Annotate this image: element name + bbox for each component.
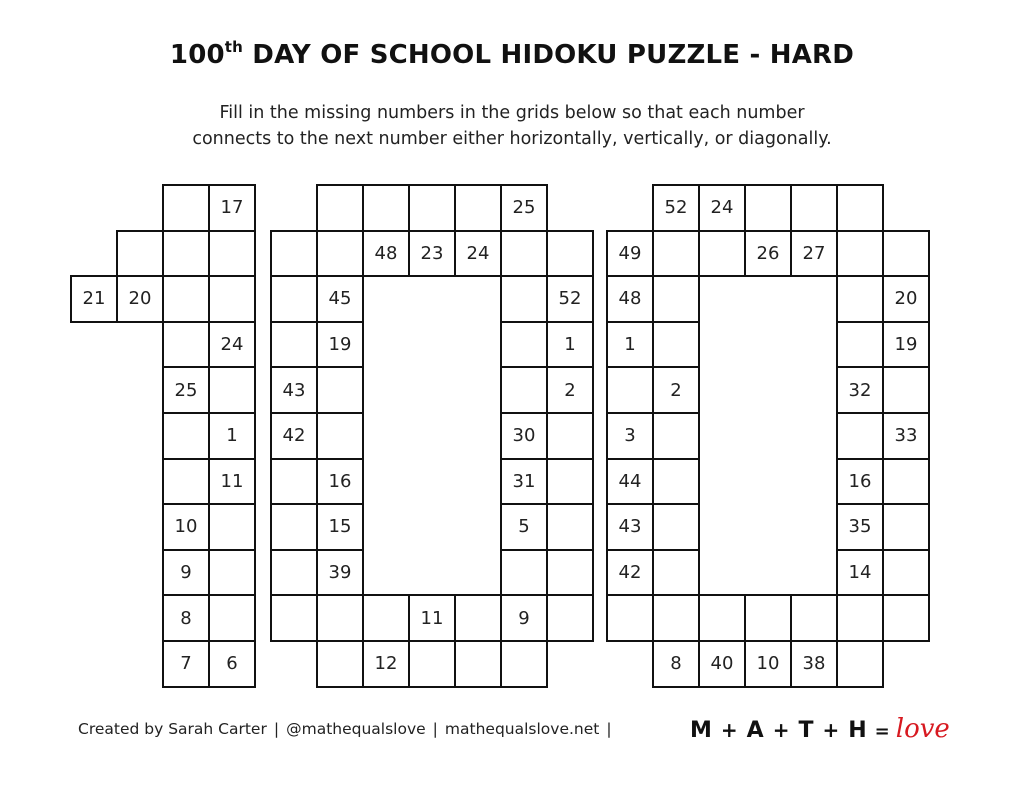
puzzle-cell[interactable] bbox=[270, 503, 318, 551]
puzzle-cell[interactable] bbox=[652, 412, 700, 460]
puzzle-cell[interactable] bbox=[836, 275, 884, 323]
puzzle-cell: 7 bbox=[162, 640, 210, 688]
puzzle-cell: 24 bbox=[454, 230, 502, 278]
puzzle-cell: 27 bbox=[790, 230, 838, 278]
puzzle-cell: 42 bbox=[606, 549, 654, 597]
puzzle-cell: 12 bbox=[362, 640, 410, 688]
puzzle-cell: 19 bbox=[316, 321, 364, 369]
brand-letter-m: M bbox=[690, 718, 712, 743]
puzzle-cell: 40 bbox=[698, 640, 746, 688]
puzzle-cell[interactable] bbox=[362, 184, 410, 232]
puzzle-cell[interactable] bbox=[652, 321, 700, 369]
puzzle-cell[interactable] bbox=[546, 594, 594, 642]
puzzle-cell: 45 bbox=[316, 275, 364, 323]
puzzle-cell: 24 bbox=[208, 321, 256, 369]
puzzle-cell[interactable] bbox=[454, 594, 502, 642]
puzzle-cell[interactable] bbox=[316, 230, 364, 278]
puzzle-cell[interactable] bbox=[836, 594, 884, 642]
puzzle-cell: 39 bbox=[316, 549, 364, 597]
puzzle-cell[interactable] bbox=[652, 594, 700, 642]
puzzle-cell: 24 bbox=[698, 184, 746, 232]
puzzle-cell[interactable] bbox=[882, 503, 930, 551]
puzzle-cell[interactable] bbox=[162, 230, 210, 278]
puzzle-cell[interactable] bbox=[652, 458, 700, 506]
puzzle-cell: 43 bbox=[270, 366, 318, 414]
puzzle-cell[interactable] bbox=[316, 366, 364, 414]
puzzle-cell: 10 bbox=[162, 503, 210, 551]
puzzle-cell: 25 bbox=[500, 184, 548, 232]
puzzle-cell[interactable] bbox=[116, 230, 164, 278]
puzzle-cell: 43 bbox=[606, 503, 654, 551]
brand-plus: + bbox=[822, 718, 840, 742]
puzzle-cell: 23 bbox=[408, 230, 456, 278]
puzzle-cell[interactable] bbox=[836, 230, 884, 278]
puzzle-cell[interactable] bbox=[208, 366, 256, 414]
brand-letter-h: H bbox=[848, 718, 867, 743]
puzzle-cell[interactable] bbox=[270, 549, 318, 597]
brand-equals: = bbox=[874, 721, 890, 742]
puzzle-cell[interactable] bbox=[208, 275, 256, 323]
puzzle-cell: 20 bbox=[882, 275, 930, 323]
puzzle-cell[interactable] bbox=[790, 184, 838, 232]
puzzle-cell[interactable] bbox=[836, 184, 884, 232]
puzzle-cell[interactable] bbox=[652, 503, 700, 551]
puzzle-cell: 3 bbox=[606, 412, 654, 460]
puzzle-cell[interactable] bbox=[652, 230, 700, 278]
puzzle-cell[interactable] bbox=[744, 184, 792, 232]
puzzle-cell: 8 bbox=[162, 594, 210, 642]
instructions-line-2: connects to the next number either horizontally, vertically, or diagonally. bbox=[192, 129, 832, 149]
puzzle-cell[interactable] bbox=[836, 321, 884, 369]
puzzle-cell[interactable] bbox=[836, 412, 884, 460]
puzzle-cell: 48 bbox=[362, 230, 410, 278]
puzzle-cell[interactable] bbox=[208, 503, 256, 551]
puzzle-cell: 31 bbox=[500, 458, 548, 506]
puzzle-cell[interactable] bbox=[162, 458, 210, 506]
puzzle-cell[interactable] bbox=[500, 366, 548, 414]
puzzle-cell[interactable] bbox=[698, 594, 746, 642]
title-suffix: th bbox=[224, 38, 244, 56]
puzzle-cell[interactable] bbox=[162, 412, 210, 460]
brand-logo bbox=[690, 714, 950, 744]
puzzle-cell[interactable] bbox=[362, 594, 410, 642]
puzzle-cell[interactable] bbox=[270, 594, 318, 642]
puzzle-cell: 16 bbox=[836, 458, 884, 506]
footer-separator: | bbox=[432, 720, 438, 738]
puzzle-cell: 16 bbox=[316, 458, 364, 506]
puzzle-cell[interactable] bbox=[546, 503, 594, 551]
puzzle-cell[interactable] bbox=[162, 184, 210, 232]
puzzle-cell[interactable] bbox=[270, 321, 318, 369]
puzzle-cell: 30 bbox=[500, 412, 548, 460]
puzzle-cell: 1 bbox=[606, 321, 654, 369]
puzzle-cell: 19 bbox=[882, 321, 930, 369]
puzzle-cell: 2 bbox=[546, 366, 594, 414]
brand-plus: + bbox=[772, 718, 790, 742]
puzzle-cell: 20 bbox=[116, 275, 164, 323]
puzzle-cell[interactable] bbox=[652, 275, 700, 323]
puzzle-cell: 44 bbox=[606, 458, 654, 506]
puzzle-cell[interactable] bbox=[208, 549, 256, 597]
puzzle-cell[interactable] bbox=[208, 230, 256, 278]
puzzle-cell: 2 bbox=[652, 366, 700, 414]
puzzle-cell[interactable] bbox=[790, 594, 838, 642]
puzzle-cell: 5 bbox=[500, 503, 548, 551]
title-text: DAY OF SCHOOL HIDOKU PUZZLE - HARD bbox=[243, 40, 855, 70]
puzzle-cell[interactable] bbox=[882, 458, 930, 506]
puzzle-cell[interactable] bbox=[500, 230, 548, 278]
puzzle-cell[interactable] bbox=[454, 184, 502, 232]
puzzle-cell: 42 bbox=[270, 412, 318, 460]
puzzle-cell: 15 bbox=[316, 503, 364, 551]
puzzle-cell[interactable] bbox=[408, 640, 456, 688]
puzzle-cell[interactable] bbox=[316, 412, 364, 460]
footer-credits bbox=[78, 720, 619, 738]
puzzle-cell[interactable] bbox=[606, 594, 654, 642]
puzzle-cell: 1 bbox=[546, 321, 594, 369]
puzzle-cell: 38 bbox=[790, 640, 838, 688]
puzzle-cell[interactable] bbox=[408, 184, 456, 232]
footer-separator: | bbox=[273, 720, 280, 738]
footer-website[interactable]: mathequalslove.net bbox=[444, 720, 600, 738]
puzzle-cell: 10 bbox=[744, 640, 792, 688]
puzzle-cell: 32 bbox=[836, 366, 884, 414]
brand-letter-t: T bbox=[798, 718, 814, 743]
puzzle-cell[interactable] bbox=[606, 366, 654, 414]
puzzle-cell[interactable] bbox=[546, 412, 594, 460]
puzzle-cell: 17 bbox=[208, 184, 256, 232]
puzzle-cell: 9 bbox=[500, 594, 548, 642]
puzzle-cell: 21 bbox=[70, 275, 118, 323]
puzzle-cell[interactable] bbox=[546, 549, 594, 597]
puzzle-cell[interactable] bbox=[454, 640, 502, 688]
puzzle-cell: 52 bbox=[546, 275, 594, 323]
footer-handle[interactable]: @mathequalslove bbox=[286, 720, 426, 738]
puzzle-cell[interactable] bbox=[698, 230, 746, 278]
puzzle-cell[interactable] bbox=[270, 230, 318, 278]
puzzle-cell: 14 bbox=[836, 549, 884, 597]
puzzle-cell[interactable] bbox=[882, 366, 930, 414]
puzzle-cell[interactable] bbox=[744, 594, 792, 642]
puzzle-cell: 11 bbox=[208, 458, 256, 506]
puzzle-cell: 1 bbox=[208, 412, 256, 460]
puzzle-cell[interactable] bbox=[270, 458, 318, 506]
footer-separator: | bbox=[606, 720, 612, 738]
puzzle-cell: 52 bbox=[652, 184, 700, 232]
puzzle-cell[interactable] bbox=[208, 594, 256, 642]
puzzle-cell[interactable] bbox=[836, 640, 884, 688]
puzzle-cell: 6 bbox=[208, 640, 256, 688]
puzzle-cell: 11 bbox=[408, 594, 456, 642]
brand-letter-a: A bbox=[746, 718, 764, 743]
puzzle-cell: 9 bbox=[162, 549, 210, 597]
puzzle-cell[interactable] bbox=[882, 230, 930, 278]
puzzle-cell[interactable] bbox=[270, 275, 318, 323]
puzzle-cell[interactable] bbox=[500, 640, 548, 688]
puzzle-cell: 25 bbox=[162, 366, 210, 414]
puzzle-cell[interactable] bbox=[316, 640, 364, 688]
puzzle-cell[interactable] bbox=[162, 321, 210, 369]
footer-credit: Created by Sarah Carter bbox=[78, 720, 267, 738]
puzzle-cell: 48 bbox=[606, 275, 654, 323]
puzzle-cell[interactable] bbox=[500, 275, 548, 323]
puzzle-cell[interactable] bbox=[546, 458, 594, 506]
puzzle-cell: 49 bbox=[606, 230, 654, 278]
brand-love-word: love bbox=[895, 714, 950, 744]
puzzle-cell[interactable] bbox=[500, 321, 548, 369]
puzzle-cell[interactable] bbox=[882, 594, 930, 642]
puzzle-cell: 33 bbox=[882, 412, 930, 460]
puzzle-cell[interactable] bbox=[652, 549, 700, 597]
instructions-line-1: Fill in the missing numbers in the grids below so that each number bbox=[219, 103, 805, 123]
puzzle-cell: 8 bbox=[652, 640, 700, 688]
puzzle-cell[interactable] bbox=[316, 594, 364, 642]
puzzle-cell[interactable] bbox=[500, 549, 548, 597]
puzzle-cell[interactable] bbox=[882, 549, 930, 597]
puzzle-cell[interactable] bbox=[316, 184, 364, 232]
brand-plus: + bbox=[720, 718, 738, 742]
puzzle-cell[interactable] bbox=[546, 230, 594, 278]
puzzle-cell[interactable] bbox=[162, 275, 210, 323]
title-number: 100 bbox=[169, 40, 225, 70]
puzzle-cell: 35 bbox=[836, 503, 884, 551]
puzzle-cell: 26 bbox=[744, 230, 792, 278]
page-title bbox=[0, 40, 1024, 70]
